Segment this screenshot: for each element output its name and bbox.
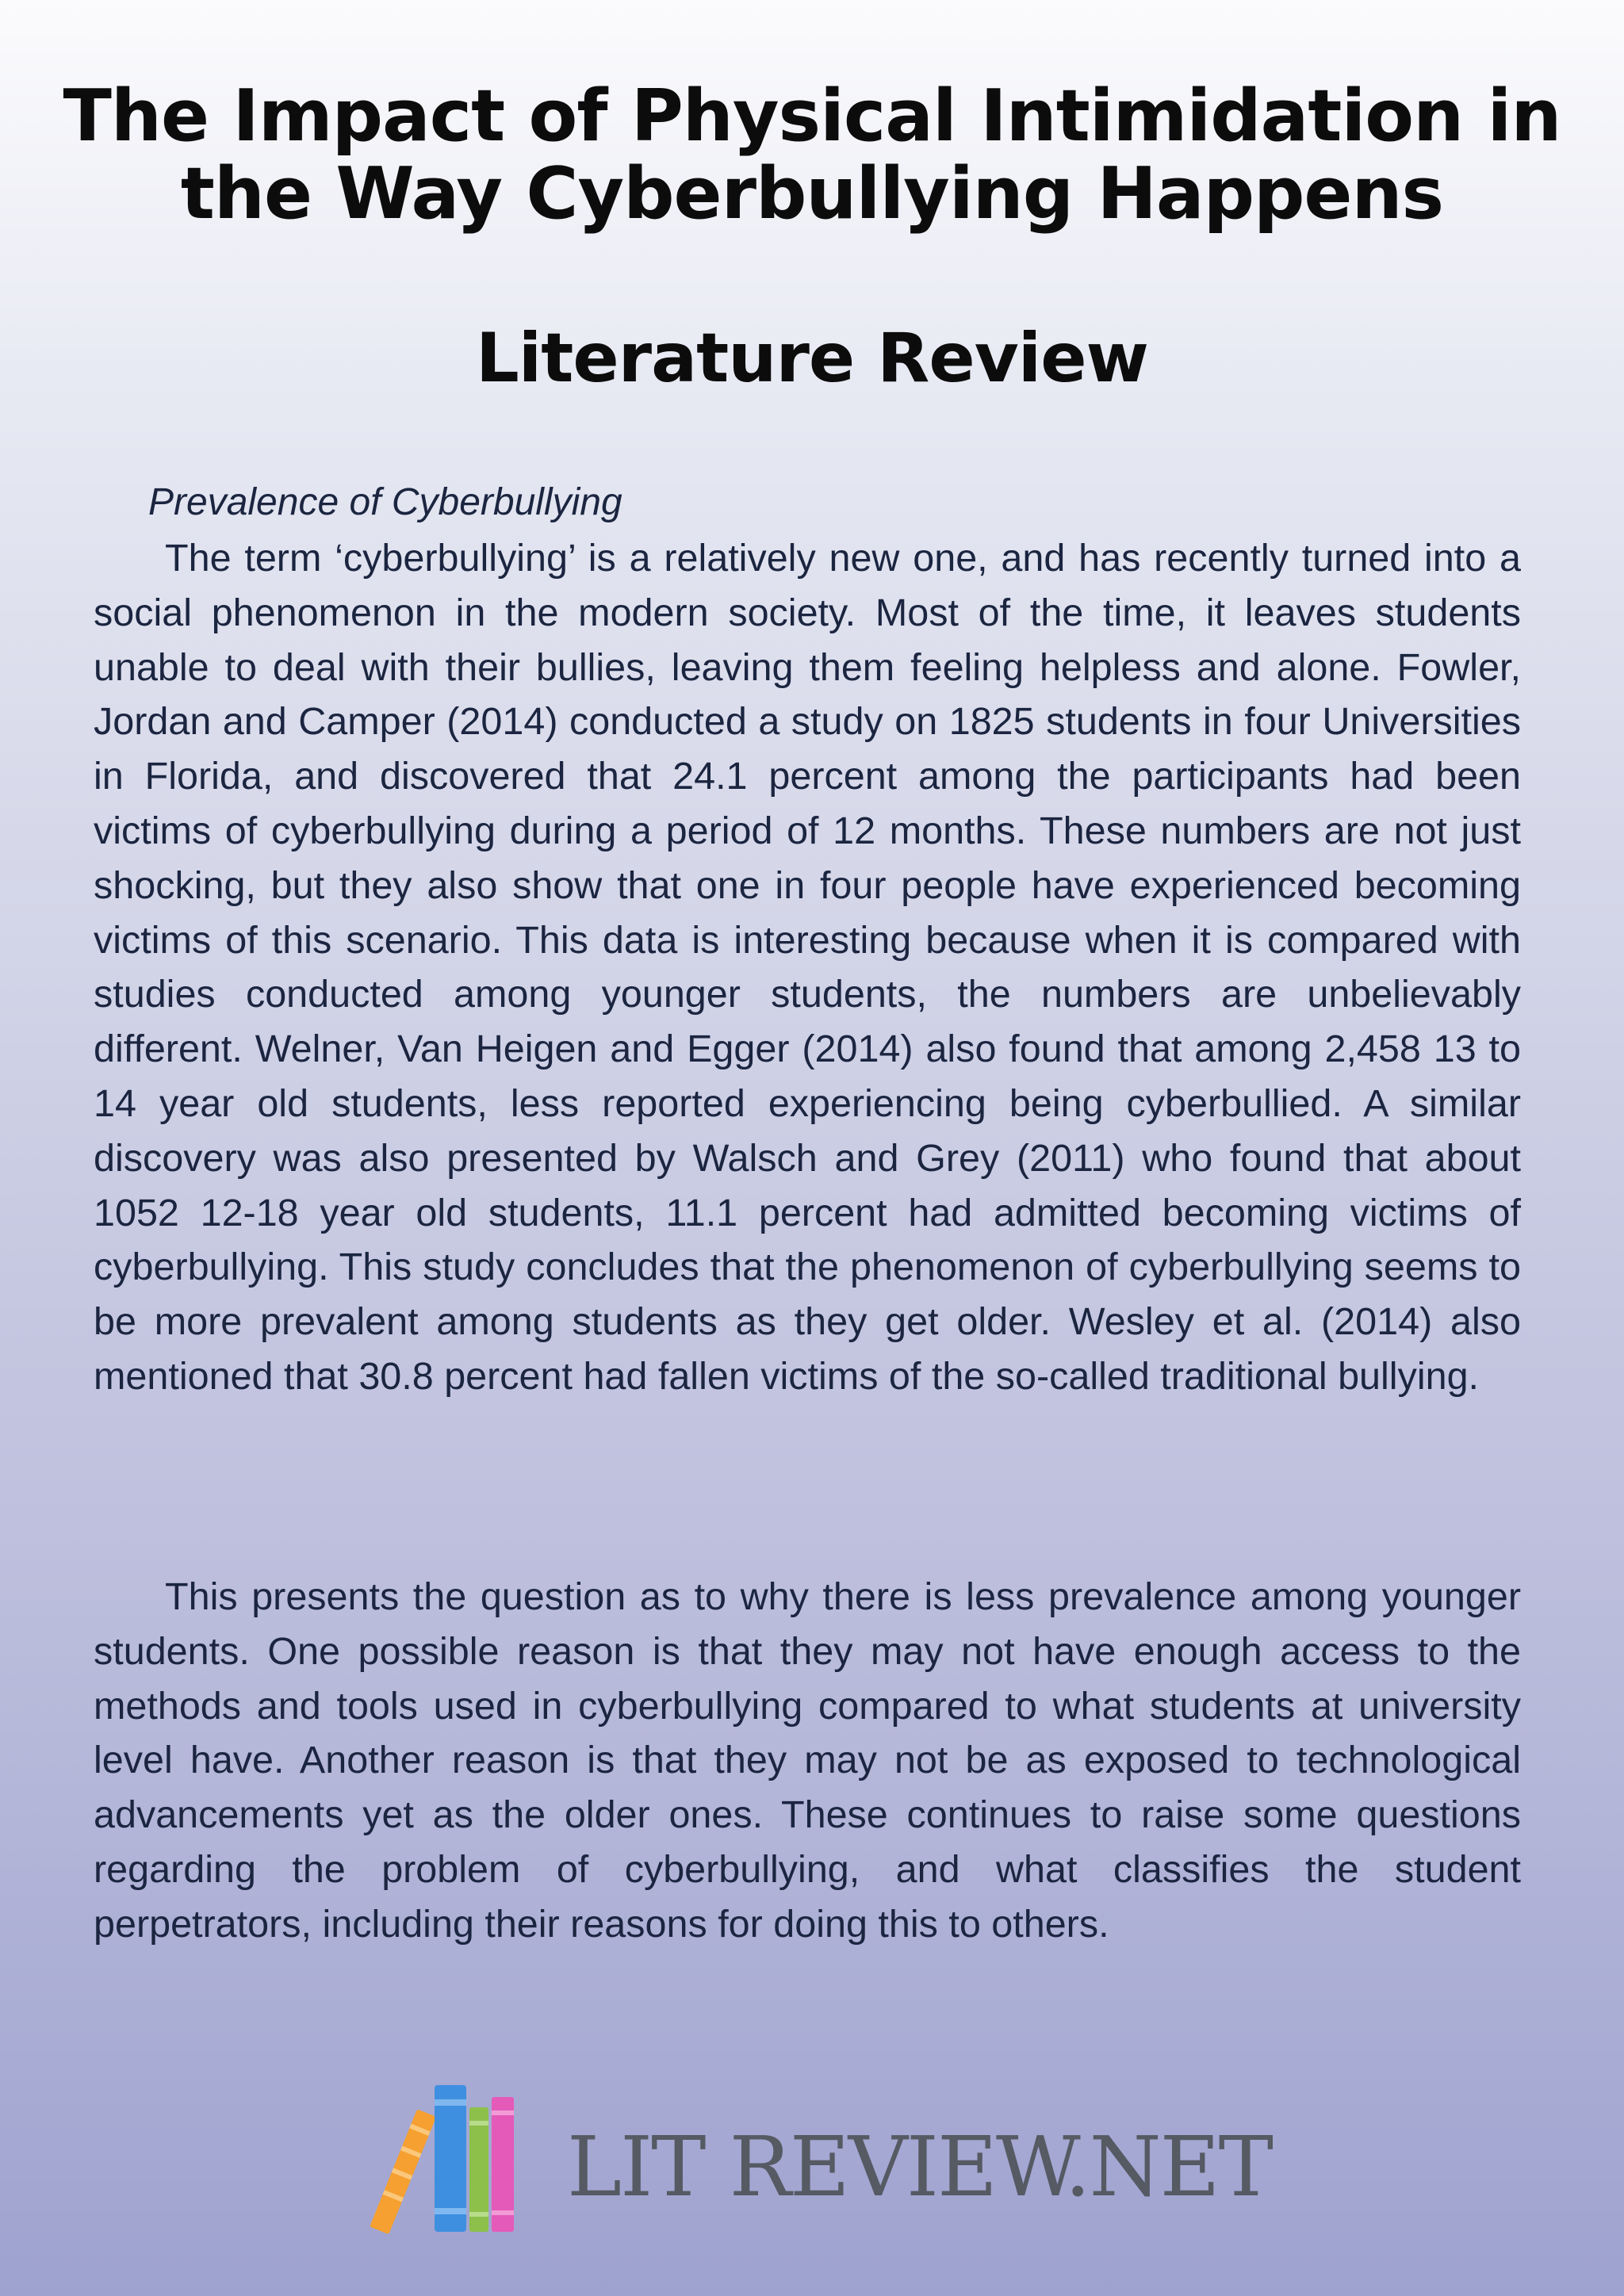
body-paragraph-2: This presents the question as to why there is less prevalence among younger students. One possible reason is that they may not have enough access to the methods and tools used in cyberbullying compared to what students at university level have. Another reason is that they may not be as exposed to technological advancements yet as the older ones. These continues to raise some questions regarding the problem of cyberbullying, and what classifies the student perpetrators, including their reasons for doing this to others. (94, 1575, 1521, 1946)
section-heading: Prevalence of Cyberbullying (148, 481, 622, 523)
site-logo (349, 2077, 1300, 2236)
logo-text: LIT REVIEW.NET (567, 2118, 1272, 2215)
document-subtitle: Literature Review (475, 319, 1149, 398)
body-paragraph-1: The term ‘cyberbullying’ is a relatively new one, and has recently turned into a social phenomenon in the modern society. Most of the time, it leaves students unable to deal with their bullies, leaving them feeling helpless and alone. Fowler, Jordan and Camper (2014) conducted a study on 1825 students in four Universities in Florida, and discovered that 24.1 percent among the participants had been victims of cyberbullying during a period of 12 months. These numbers are not just shocking, but they also show that one in four people have experienced becoming victims of this scenario. This data is interesting because when it is compared with studies conducted among younger students, the numbers are unbelievably different. Welner, Van Heigen and Egger (2014) also found that among 2,458 13 to 14 year old students, less reported experiencing being cyberbullied. A similar discovery was also presented by Walsch and Grey (2011) who found that about 1052 12-18 year old students, 11.1 percent had admitted becoming victims of cyberbullying. This study concludes that the phenomenon of cyberbullying seems to be more prevalent among students as they get older. Wesley et al. (2014) also mentioned that 30.8 percent had fallen victims of the so-called traditional bullying. (94, 537, 1521, 1398)
books-icon (349, 2077, 531, 2236)
document-title: The Impact of Physical Intimidation in the Way Cyberbullying Happens (63, 75, 1561, 235)
